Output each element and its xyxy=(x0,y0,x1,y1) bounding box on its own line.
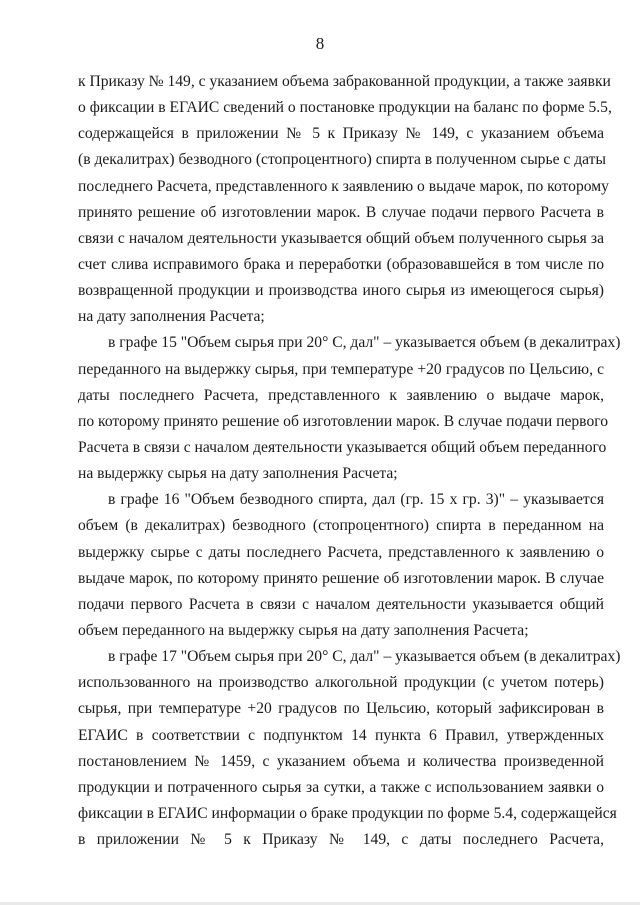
text-line: на выдержку сырья на дату заполнения Расчета; xyxy=(78,465,398,483)
text-line: (в декалитрах) безводного (стопроцентного) спирта в полученном сырье с даты xyxy=(78,151,606,169)
text-line: использованного на производство алкогольной продукции (с учетом потерь) xyxy=(78,674,604,692)
text-line: объем (в декалитрах) безводного (стопроцентного) спирта в переданном на xyxy=(78,517,604,535)
document-body xyxy=(78,69,621,853)
text-line: в графе 15 "Объем сырья при 20° С, дал" – указывается объем (в декалитрах) xyxy=(108,334,621,352)
text-line: принято решение об изготовлении марок. В случае подачи первого Расчета в xyxy=(78,203,604,221)
text-line: содержащейся в приложении № 5 к Приказу № 149, с указанием объема xyxy=(78,125,604,143)
text-line: в графе 17 "Объем сырья при 20° С, дал" – указывается объем (в декалитрах) xyxy=(108,648,621,666)
text-line: последнего Расчета, представленного к заявлению о выдаче марок, по которому xyxy=(78,177,609,195)
text-line: на дату заполнения Расчета; xyxy=(78,308,265,326)
page-number: 8 xyxy=(315,34,325,53)
text-line: выдаче марок, по которому принято решение об изготовлении марок. В случае xyxy=(78,569,604,587)
text-line: возвращенной продукции и производства иного сырья из имеющегося сырья) xyxy=(78,282,604,300)
text-line: даты последнего Расчета, представленного к заявлению о выдаче марок, xyxy=(78,386,604,404)
text-line: в приложении № 5 к Приказу № 149, с даты последнего Расчета, xyxy=(78,831,604,849)
text-line: в графе 16 "Объем безводного спирта, дал (гр. 15 х гр. 3)" – указывается xyxy=(108,491,604,509)
text-line: ЕГАИС в соответствии с подпунктом 14 пункта 6 Правил, утвержденных xyxy=(78,726,604,744)
text-line: переданного на выдержку сырья, при температуре +20 градусов по Цельсию, с xyxy=(78,360,604,378)
paragraph xyxy=(78,644,621,853)
text-line: сырья, при температуре +20 градусов по Цельсию, который зафиксирован в xyxy=(78,700,604,718)
paragraph xyxy=(78,69,612,330)
text-line: к Приказу № 149, с указанием объема забракованной продукции, а также заявки xyxy=(78,73,611,90)
text-line: фиксации в ЕГАИС информации о браке продукции по форме 5.4, содержащейся xyxy=(78,804,617,822)
text-line: выдержку сырье с даты последнего Расчета, представленного к заявлению о xyxy=(78,543,604,561)
paragraph xyxy=(78,487,604,644)
text-line: постановлением № 1459, с указанием объема и количества произведенной xyxy=(78,752,604,770)
paragraph xyxy=(78,330,621,487)
text-line: о фиксации в ЕГАИС сведений о постановке продукции на баланс по форме 5.5, xyxy=(78,99,612,117)
text-line: по которому принято решение об изготовлении марок. В случае подачи первого xyxy=(78,412,609,430)
text-line: связи с началом деятельности указывается общий объем полученного сырья за xyxy=(78,229,604,247)
text-line: продукции и потраченного сырья за сутки, а также с использованием заявки о xyxy=(78,778,604,796)
text-line: счет слива исправимого брака и переработки (образовавшейся в том числе по xyxy=(78,255,604,273)
text-line: подачи первого Расчета в связи с началом деятельности указывается общий xyxy=(78,595,604,613)
text-line: объем переданного на выдержку сырья на дату заполнения Расчета; xyxy=(78,621,529,639)
text-line: Расчета в связи с началом деятельности указывается общий объем переданного xyxy=(78,438,607,456)
